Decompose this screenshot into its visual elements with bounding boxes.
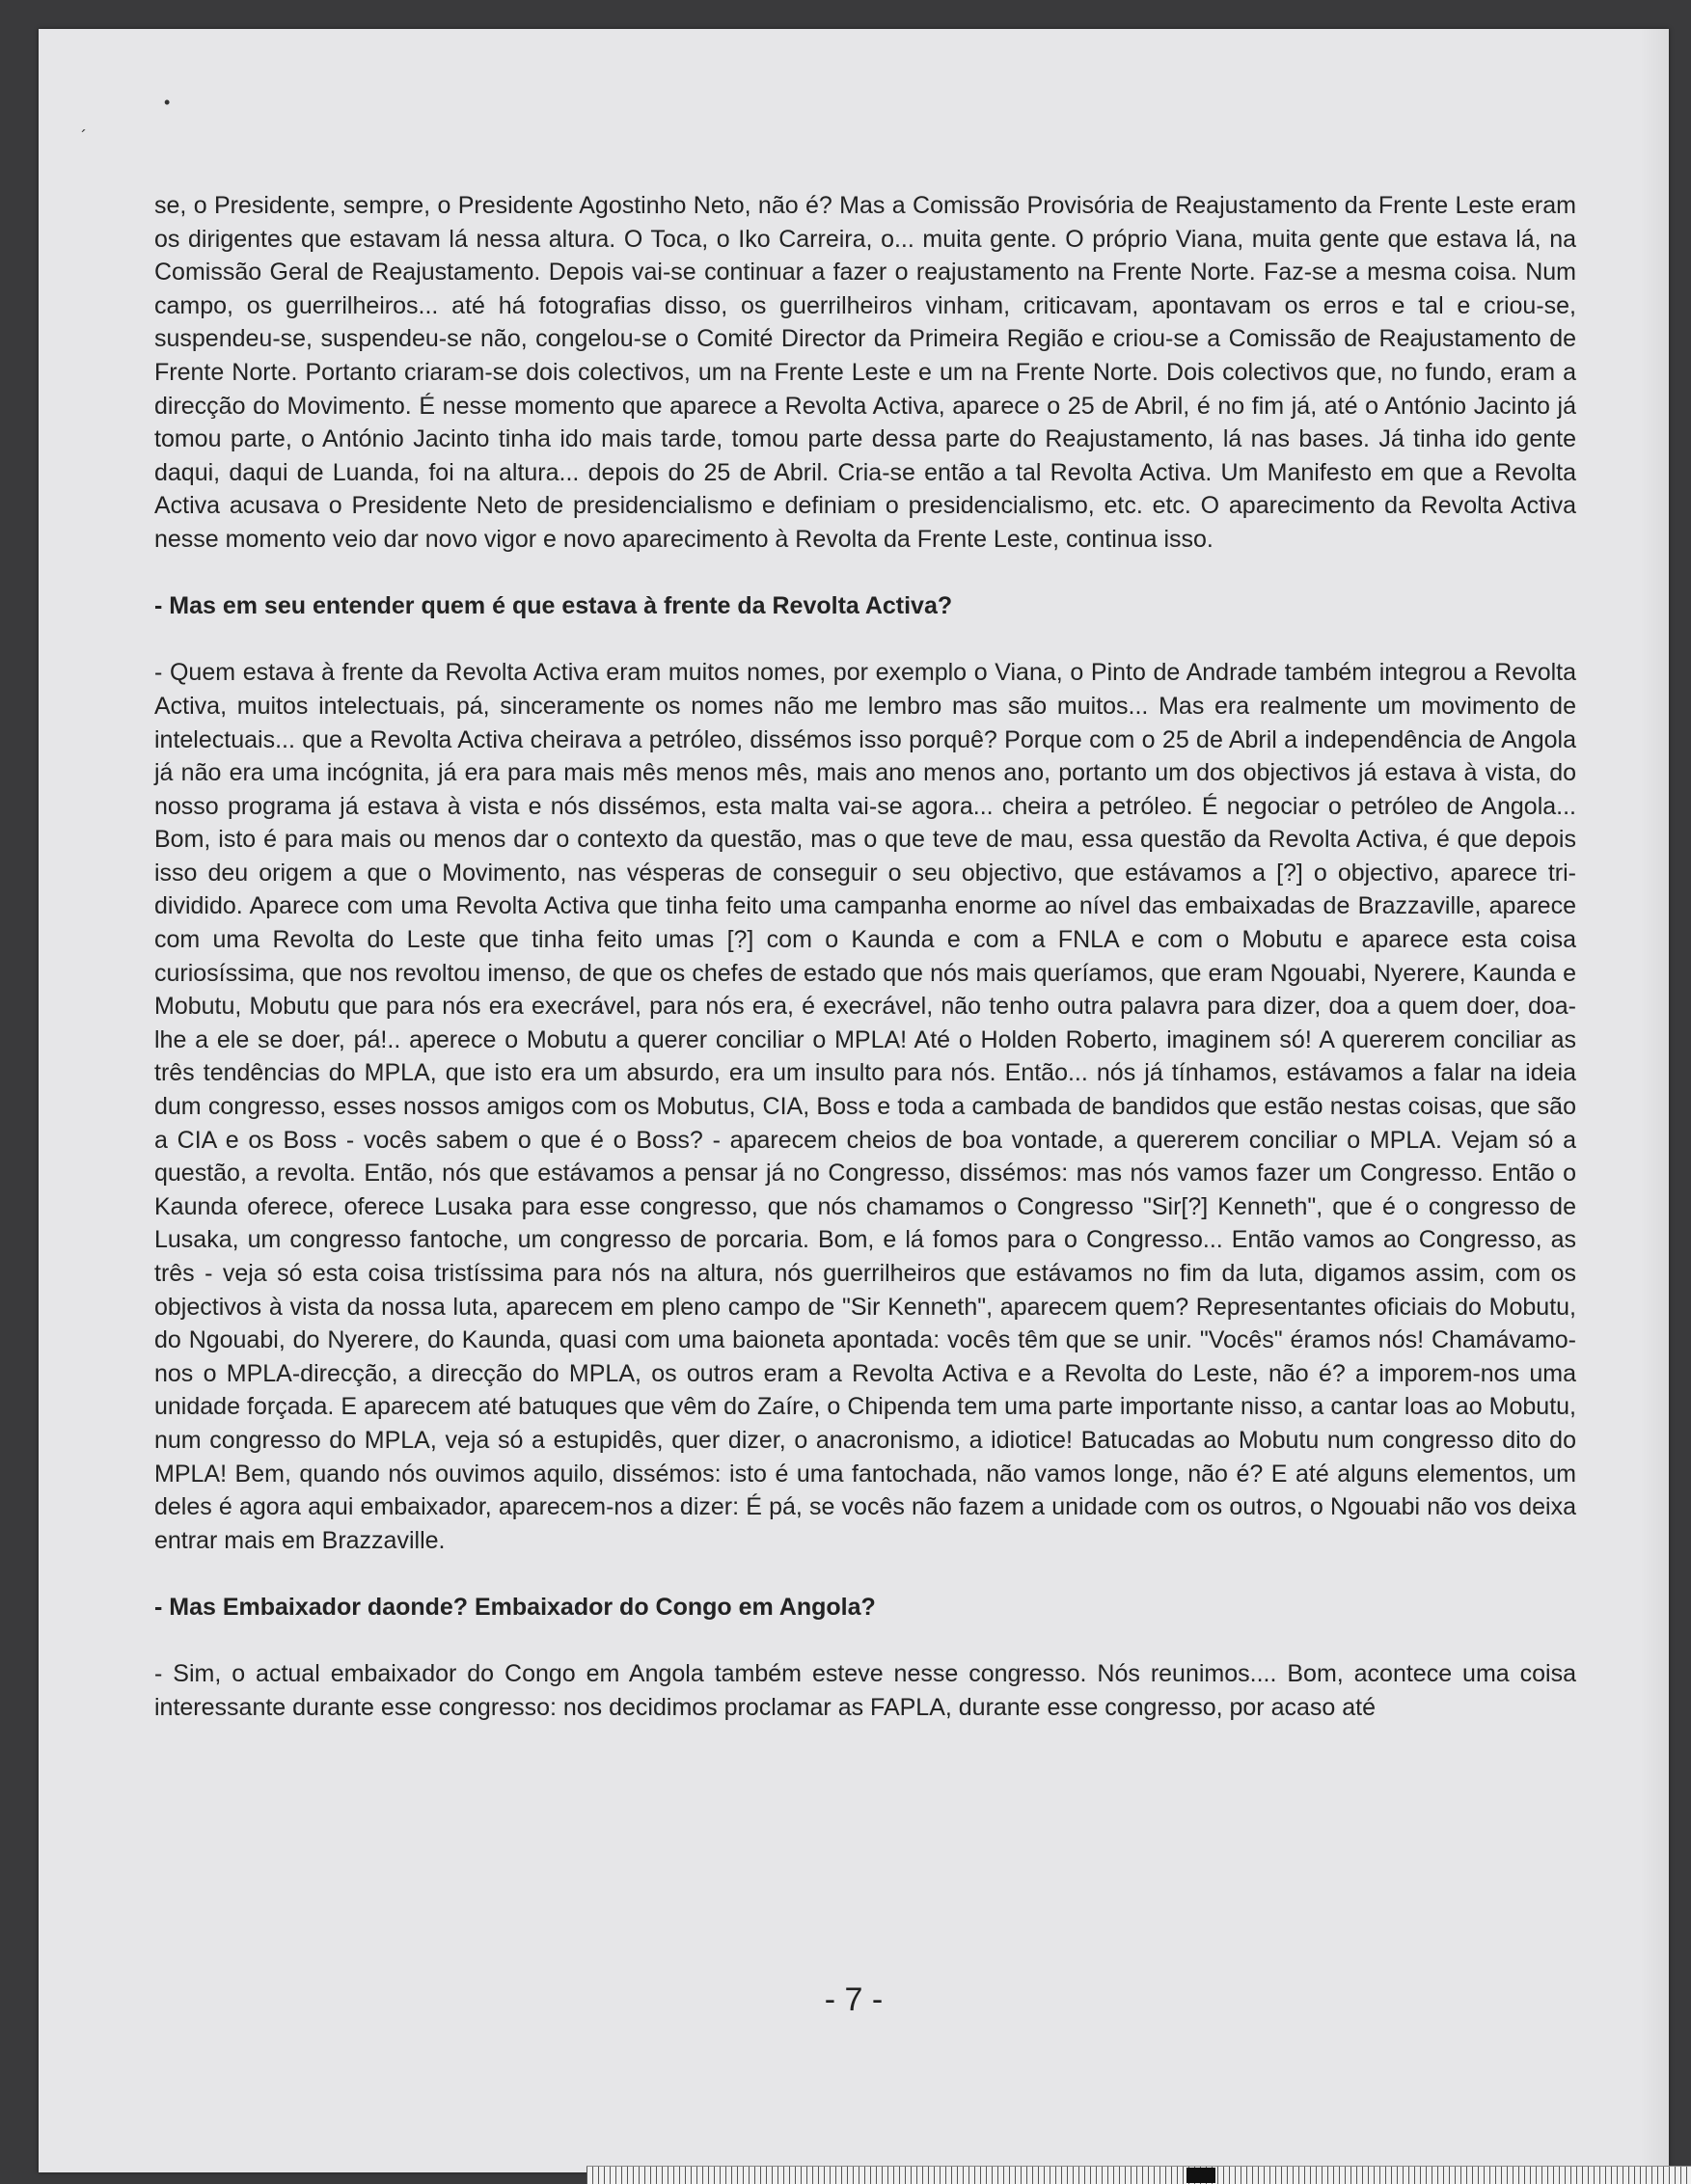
interview-question: - Mas em seu entender quem é que estava à frente da Revolta Activa?: [154, 592, 953, 620]
scan-ruler-marker: [1186, 2168, 1215, 2183]
paragraph: - Sim, o actual embaixador do Congo em Angola também esteve nesse congresso. Nós reunimos.... Bom, acontece uma coisa interessante durante esse congresso: nos decidimos proclamar as FAPLA, durante esse congresso, por acaso até: [154, 1660, 1576, 1721]
interview-question: - Mas Embaixador daonde? Embaixador do Congo em Angola?: [154, 1593, 876, 1621]
paragraph: - Quem estava à frente da Revolta Activa eram muitos nomes, por exemplo o Viana, o Pinto de Andrade também integrou a Revolta Activa, muitos intelectuais, pá, sinceramente os nomes não me lembro mas são muitos... Mas era realmente um movimento de intelectuais... que a Revolta Activa cheirava a petróleo, dissémos isso porquê? Porque com o 25 de Abril a independência de Angola já não era uma incógnita, já era para mais mês menos mês, mais ano menos ano, portanto um dos objectivos já estava à vista, do nosso programa já estava à vista e nós dissémos, esta malta vai-se agora... cheira a petróleo. É negociar o petróleo de Angola... Bom, isto é para mais ou menos dar o contexto da questão, mas o que teve de mau, essa questão da Revolta Activa, é que depois isso deu origem a que o Movimento, nas vésperas de conseguir o seu objectivo, que estávamos a [?] o objectivo, aparece tri-dividido. Aparece com uma Revolta Activa que tinha feito uma campanha enorme ao nível das embaixadas de Brazzaville, aparece com uma Revolta do Leste que tinha feito umas [?] com o Kaunda e com a FNLA e com o Mobutu e aparece esta coisa curiosíssima, que nos revoltou imenso, de que os chefes de estado que nós mais queríamos, que eram Ngouabi, Nyerere, Kaunda e Mobutu, Mobutu que para nós era execrável, para nós era, é execrável, não tenho outra palavra para dizer, doa a quem doer, doa-lhe a ele se doer, pá!.. aperece o Mobutu a querer conciliar o MPLA! Até o Holden Roberto, imaginem só! A quererem conciliar as três tendências do MPLA, que isto era um absurdo, era um insulto para nós. Então... nós já tínhamos, estávamos a falar na ideia dum congresso, esses nossos amigos com os Mobutus, CIA, Boss e toda a cambada de bandidos que estão nestas coisas, que são a CIA e os Boss - vocês sabem o que é o Boss? - aparecem cheios de boa vontade, a quererem conciliar o MPLA. Vejam só a questão, a revolta. Então, nós que estávamos a pensar já no Congresso, dissémos: mas nós vamos fazer um Congresso. Então o Kaunda oferece, oferece Lusaka para esse congresso, que nós chamamos o Congresso "Sir[?] Kenneth", que é o congresso de Lusaka, um congresso fantoche, um congresso de porcaria. Bom, e lá fomos para o Congresso... Então vamos ao Congresso, as três - veja só esta coisa tristíssima para nós na altura, nós guerrilheiros que estávamos no fim da luta, digamos assim, com os objectivos à vista da nossa luta, aparecem em pleno campo de "Sir Kenneth", aparecem quem? Representantes oficiais do Mobutu, do Ngouabi, do Nyerere, do Kaunda, quasi com uma baioneta apontada: vocês têm que se unir. "Vocês" éramos nós! Chamávamo-nos o MPLA-direcção, a direcção do MPLA, os outros eram a Revolta Activa e a Revolta do Leste, não é? a imporem-nos uma unidade forçada. E aparecem até batuques que vêm do Zaíre, o Chipenda tem uma parte importante nisso, a cantar loas ao Mobutu, num congresso do MPLA, veja só a estupidês, quer dizer, o anacronismo, a idiotice! Batucadas ao Mobutu num congresso dito do MPLA! Bem, quando nós ouvimos aquilo, dissémos: isto é uma fantochada, não vamos longe, não é? E até alguns elementos, um deles é agora aqui embaixador, aparecem-nos a dizer: É pá, se vocês não fazem a unidade com os outros, o Ngouabi não vos deixa entrar mais em Brazzaville.: [154, 659, 1576, 1554]
scan-speck: •: [164, 93, 171, 112]
scan-speck: ´: [81, 127, 87, 147]
page-number: - 7 -: [824, 1981, 884, 2018]
page-body: [154, 189, 1576, 1758]
scan-ruler: [586, 2166, 1691, 2184]
paragraph: se, o Presidente, sempre, o Presidente Agostinho Neto, não é? Mas a Comissão Provisória de Reajustamento da Frente Leste eram os dirigentes que estavam lá nessa altura. O Toca, o Iko Carreira, o... muita gente. O próprio Viana, muita gente que estava lá, na Comissão Geral de Reajustamento. Depois vai-se continuar a fazer o reajustamento na Frente Norte. Faz-se a mesma coisa. Num campo, os guerrilheiros... até há fotografias disso, os guerrilheiros vinham, criticavam, apontavam os erros e tal e criou-se, suspendeu-se, suspendeu-se não, congelou-se o Comité Director da Primeira Região e criou-se a Comissão de Reajustamento de Frente Norte. Portanto criaram-se dois colectivos, um na Frente Leste e um na Frente Norte. Dois colectivos que, no fundo, eram a direcção do Movimento. É nesse momento que aparece a Revolta Activa, aparece o 25 de Abril, é no fim já, até o António Jacinto já tomou parte, o António Jacinto tinha ido mais tarde, tomou parte dessa parte do Reajustamento, lá nas bases. Já tinha ido gente daqui, daqui de Luanda, foi na altura... depois do 25 de Abril. Cria-se então a tal Revolta Activa. Um Manifesto em que a Revolta Activa acusava o Presidente Neto de presidencialismo e definiam o presidencialismo, etc. etc. O aparecimento da Revolta Activa nesse momento veio dar novo vigor e novo aparecimento à Revolta da Frente Leste, continua isso.: [154, 192, 1576, 553]
document-page: [39, 29, 1669, 2172]
